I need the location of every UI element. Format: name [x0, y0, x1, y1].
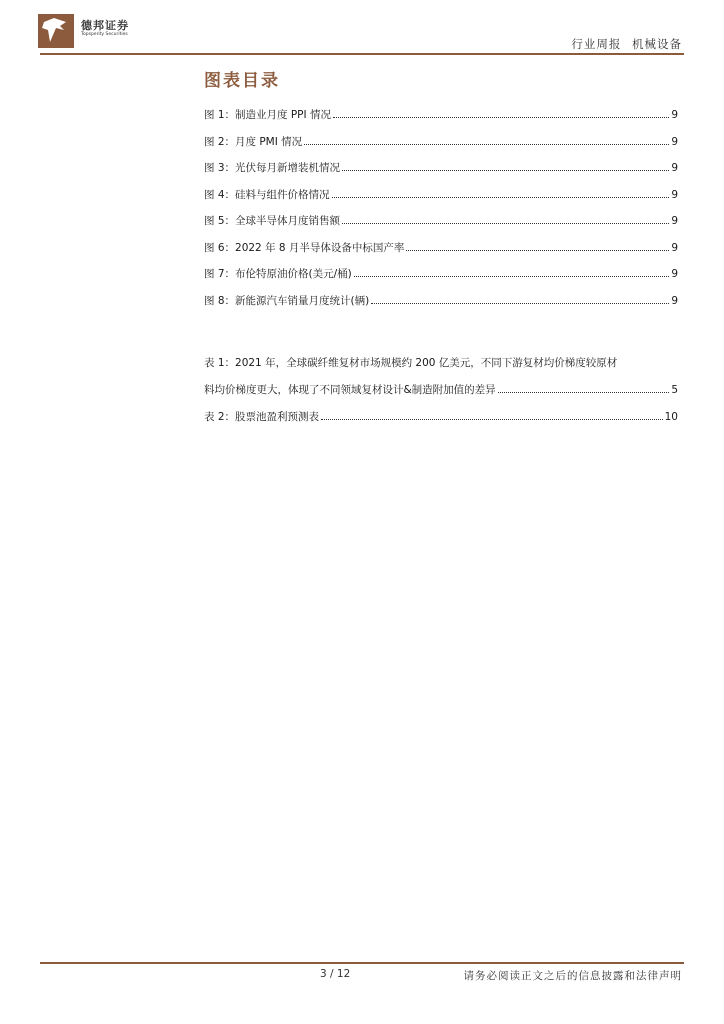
toc-entry-page: 9: [671, 135, 678, 148]
toc-leader: [332, 197, 670, 198]
report-header-info: [571, 36, 682, 52]
toc-entry-figure-4[interactable]: [204, 187, 678, 214]
toc-entry-page: 9: [671, 268, 678, 280]
logo-text-cn: 德邦证券: [81, 19, 129, 32]
report-category: 行业周报: [571, 37, 622, 51]
toc-entry-figure-8[interactable]: [204, 293, 678, 320]
toc-entry-page: 9: [671, 241, 678, 254]
toc-leader: [371, 303, 669, 304]
toc-entry-label: 图 2：月度 PMI 情况: [204, 135, 303, 148]
company-logo: [38, 14, 158, 50]
toc-entry-label: 图 7：布伦特原油价格(美元/桶): [204, 268, 352, 280]
toc-title: 图表目录: [204, 71, 280, 91]
toc-entry-label: 图 3：光伏每月新增装机情况: [204, 162, 341, 174]
toc-entry-page: 5: [671, 384, 678, 396]
toc-leader: [406, 250, 669, 251]
report-sector: 机械设备: [632, 37, 682, 51]
toc-entry-table-1-line1[interactable]: [204, 355, 678, 382]
toc-entry-page: 9: [671, 294, 678, 307]
table-list: [204, 355, 678, 435]
toc-entry-figure-6[interactable]: [204, 240, 678, 267]
toc-leader: [342, 170, 669, 171]
toc-entry-figure-2[interactable]: [204, 134, 678, 161]
header-divider: [40, 53, 684, 55]
toc-entry-table-2[interactable]: [204, 409, 678, 436]
footer-divider: [40, 962, 684, 964]
logo-text-en: Topsperity Securities: [81, 32, 128, 37]
footer-disclaimer: 请务必阅读正文之后的信息披露和法律声明: [463, 970, 682, 982]
toc-entry-page: 10: [664, 410, 678, 423]
toc-leader: [321, 419, 663, 420]
toc-entry-table-1-line2[interactable]: [204, 382, 678, 409]
company-logo-icon: [38, 14, 74, 48]
toc-entry-label: 图 6：2022 年 8 月半导体设备中标国产率: [204, 241, 405, 254]
toc-entry-page: 9: [671, 215, 678, 227]
toc-leader: [333, 117, 669, 118]
toc-entry-label: 图 1：制造业月度 PPI 情况: [204, 109, 331, 121]
toc-leader: [304, 144, 669, 145]
toc-entry-label: 表 2：股票池盈利预测表: [204, 410, 320, 423]
toc-entry-figure-5[interactable]: [204, 213, 678, 240]
figure-list: [204, 107, 678, 319]
toc-entry-label: 图 5：全球半导体月度销售额: [204, 215, 341, 227]
toc-entry-figure-7[interactable]: [204, 266, 678, 293]
toc-entry-label: 图 4：硅料与组件价格情况: [204, 188, 330, 201]
toc-entry-label: 料均价梯度更大，体现了不同领域复材设计&制造附加值的差异: [204, 384, 496, 396]
page-number: 3 / 12: [320, 968, 351, 980]
toc-entry-page: 9: [671, 109, 678, 121]
toc-leader: [354, 276, 670, 277]
toc-leader: [498, 392, 670, 393]
toc-entry-page: 9: [671, 162, 678, 174]
toc-entry-figure-3[interactable]: [204, 160, 678, 187]
toc-entry-label: 图 8：新能源汽车销量月度统计(辆): [204, 294, 370, 307]
toc-entry-label: 表 1：2021 年，全球碳纤维复材市场规模约 200 亿美元，不同下游复材均价梯度较原材: [204, 357, 618, 369]
toc-leader: [342, 223, 669, 224]
toc-entry-page: 9: [671, 188, 678, 201]
toc-entry-figure-1[interactable]: [204, 107, 678, 134]
